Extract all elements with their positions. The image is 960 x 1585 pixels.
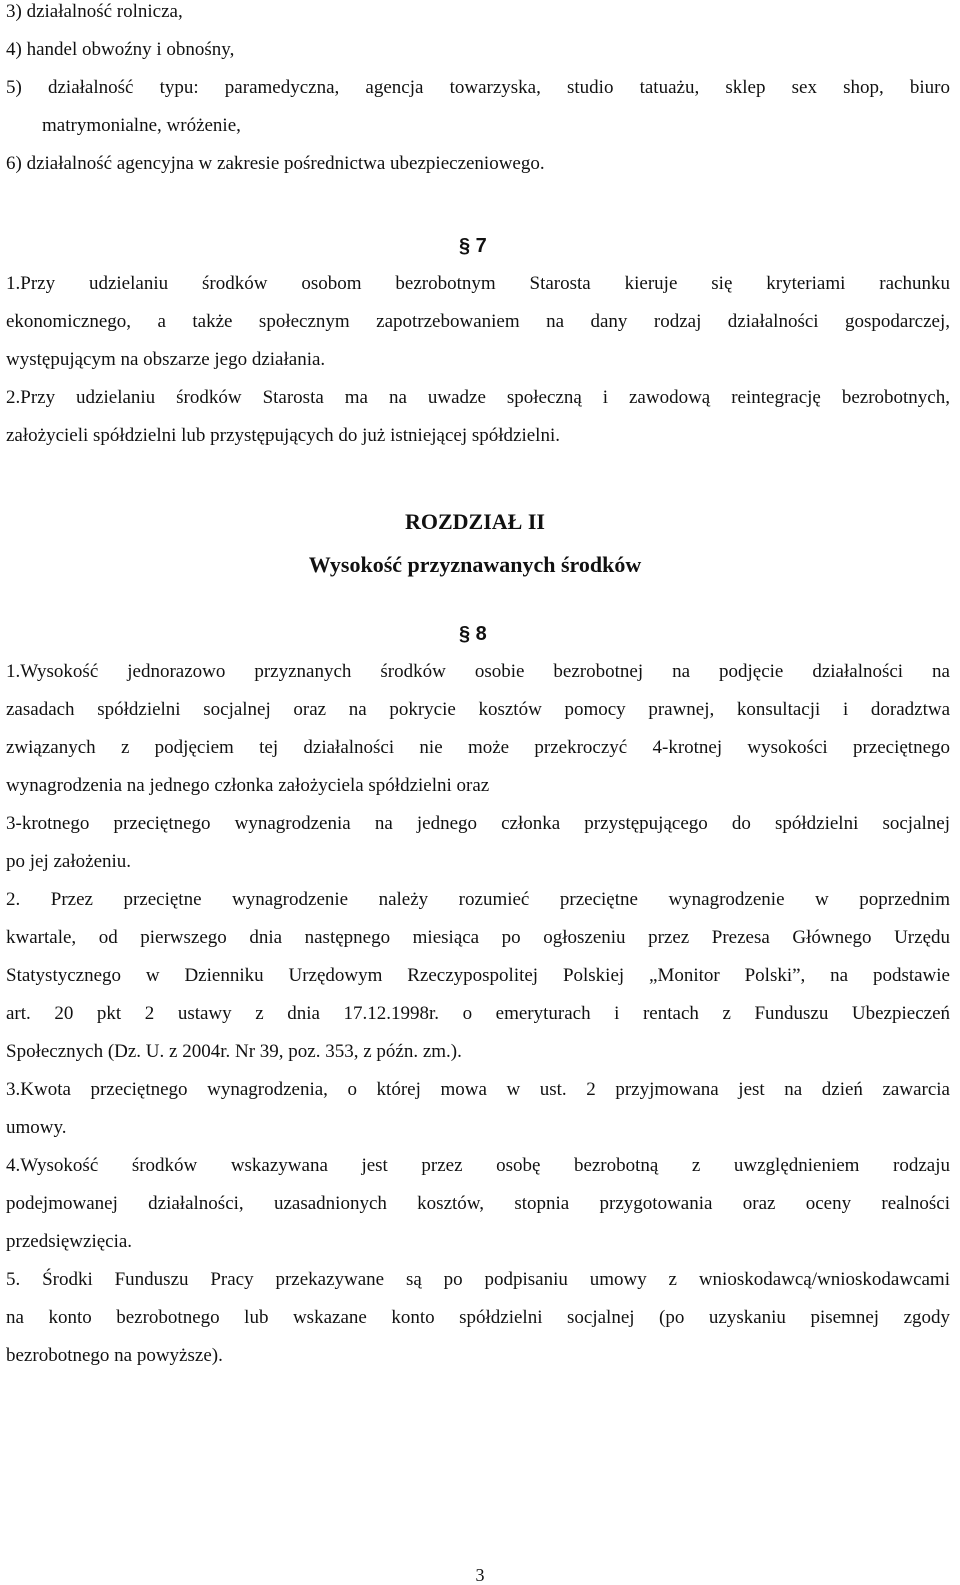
paragraph-line: po jej założeniu. (6, 851, 132, 872)
paragraph-line: założycieli spółdzielni lub przystępujących do już istniejącej spółdzielni. (6, 425, 560, 446)
section-heading: § 8 (459, 623, 487, 645)
paragraph-line: zasadach spółdzielni socjalnej oraz na pokrycie kosztów pomocy prawnej, konsultacji i doradztwa (6, 699, 950, 720)
paragraph-line: 5. Środki Funduszu Pracy przekazywane są po podpisaniu umowy z wnioskodawcą/wnioskodawcami (6, 1269, 950, 1290)
paragraph-line: ekonomicznego, a także społecznym zapotrzebowaniem na dany rodzaj działalności gospodarczej, (6, 311, 950, 332)
section-heading: § 7 (459, 235, 487, 257)
paragraph-line: występującym na obszarze jego działania. (6, 349, 326, 370)
chapter-subtitle: Wysokość przyznawanych środków (308, 552, 642, 577)
paragraph-line: 2.Przy udzielaniu środków Starosta ma na uwadze społeczną i zawodową reintegrację bezrobotnych, (6, 387, 950, 408)
paragraph-line: kwartale, od pierwszego dnia następnego miesiąca po ogłoszeniu przez Prezesa Głównego Urzędu (6, 927, 950, 948)
list-item: 3) działalność rolnicza, (6, 1, 183, 22)
paragraph-line: 3.Kwota przeciętnego wynagrodzenia, o której mowa w ust. 2 przyjmowana jest na dzień zawarcia (6, 1079, 950, 1100)
paragraph-line: związanych z podjęciem tej działalności nie może przekroczyć 4-krotnej wysokości przeciętnego (6, 737, 950, 758)
paragraph-line: Społecznych (Dz. U. z 2004r. Nr 39, poz. 353, z późn. zm.). (6, 1041, 462, 1062)
paragraph-line: bezrobotnego na powyższe). (6, 1345, 223, 1366)
paragraph-line: 4.Wysokość środków wskazywana jest przez osobę bezrobotną z uwzględnieniem rodzaju (6, 1155, 950, 1176)
list-item-continuation: matrymonialne, wróżenie, (42, 115, 241, 136)
paragraph-line: 3-krotnego przeciętnego wynagrodzenia na jednego członka przystępującego do spółdzielni socjalnej (6, 813, 950, 834)
paragraph-line: na konto bezrobotnego lub wskazane konto spółdzielni socjalnej (po uzyskaniu pisemnej zgody (6, 1307, 950, 1328)
paragraph-line: podejmowanej działalności, uzasadnionych kosztów, stopnia przygotowania oraz oceny realności (6, 1193, 950, 1214)
paragraph-line: wynagrodzenia na jednego członka założyciela spółdzielni oraz (6, 775, 490, 796)
paragraph-line: umowy. (6, 1117, 67, 1138)
chapter-title: ROZDZIAŁ II (405, 509, 545, 534)
paragraph-line: Statystycznego w Dzienniku Urzędowym Rzeczypospolitej Polskiej „Monitor Polski”, na podstawie (6, 965, 950, 986)
list-item: 4) handel obwoźny i obnośny, (6, 39, 235, 60)
paragraph-line: przedsięwzięcia. (6, 1231, 133, 1252)
paragraph-line: 2. Przez przeciętne wynagrodzenie należy rozumieć przeciętne wynagrodzenie w poprzednim (6, 889, 950, 910)
list-item: 6) działalność agencyjna w zakresie pośrednictwa ubezpieczeniowego. (6, 153, 545, 174)
paragraph-line: 1.Przy udzielaniu środków osobom bezrobotnym Starosta kieruje się kryteriami rachunku (6, 273, 950, 294)
page-number: 3 (475, 1565, 485, 1585)
paragraph-line: 1.Wysokość jednorazowo przyznanych środków osobie bezrobotnej na podjęcie działalności na (6, 661, 950, 682)
list-item: 5) działalność typu: paramedyczna, agencja towarzyska, studio tatuażu, sklep sex shop, biuro (6, 77, 950, 98)
paragraph-line: art. 20 pkt 2 ustawy z dnia 17.12.1998r. o emeryturach i rentach z Funduszu Ubezpieczeń (6, 1003, 950, 1024)
